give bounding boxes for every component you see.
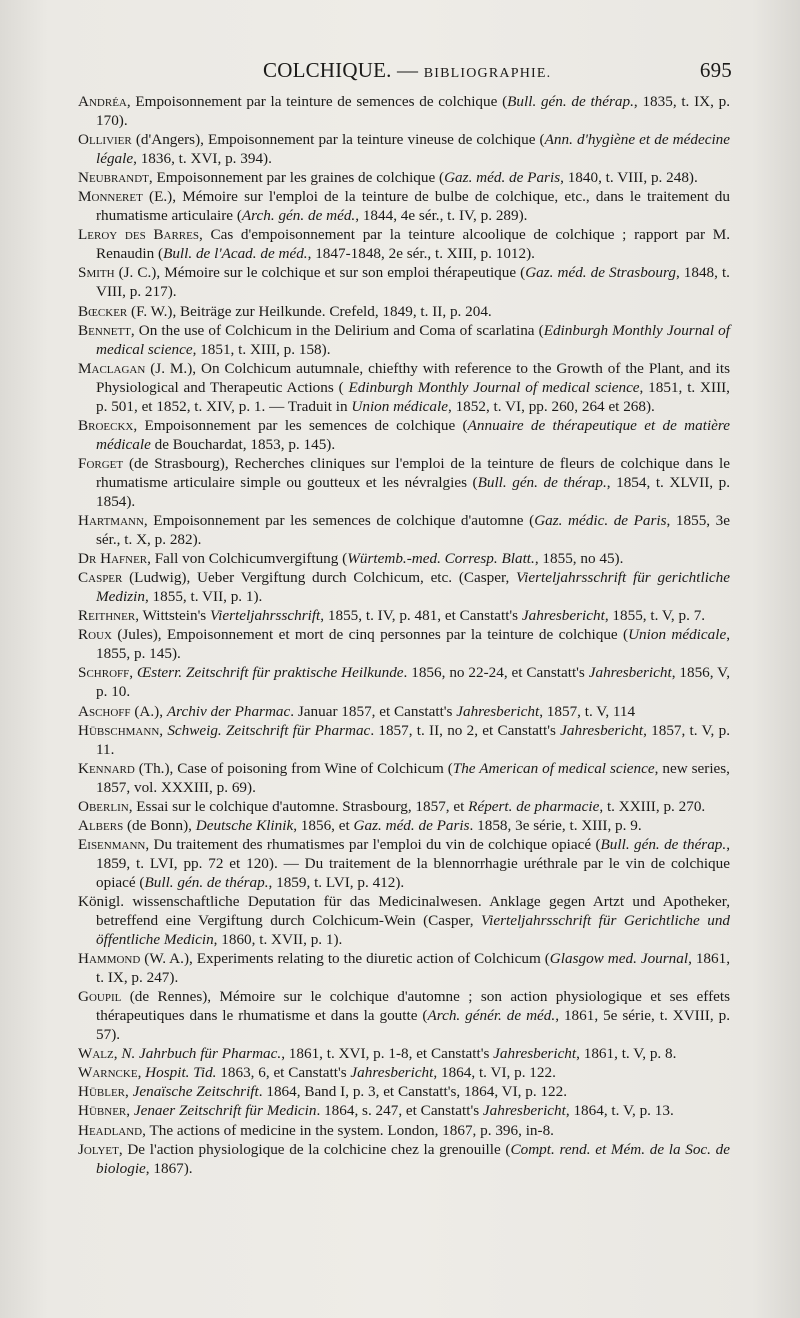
entry-text: (W. A.), Experiments relating to the diuretic action of Colchicum ( (140, 950, 550, 968)
entry-author: Headland (78, 1121, 143, 1139)
entry-text: , 1835, t. IX, p. 170). (96, 93, 730, 130)
entry-text: , Empoisonnement par la teinture de semences de colchique ( (126, 93, 508, 110)
entry-text: (Th.), Case of poisoning from Wine of Colchicum ( (134, 759, 453, 777)
entry-source-title: Jahresbericht (350, 1064, 434, 1082)
entry-text: , The actions of medicine in the system. London, 1867, p. 396, in-8. (142, 1121, 554, 1139)
entry-text: , 1855, no 45). (534, 550, 624, 568)
bibliography-entry (78, 1101, 730, 1120)
entry-text: (J. C.), Mémoire sur le colchique et sur son emploi thérapeutique ( (114, 264, 526, 282)
entry-source-title: Edinburgh Monthly Journal of medical science (96, 321, 730, 358)
entry-text: , new series, 1857, vol. XXXIII, p. 69). (96, 759, 730, 796)
entry-text: , (113, 1045, 122, 1063)
entry-text: , 1840, t. VIII, p. 248). (560, 169, 698, 187)
page-title (263, 58, 551, 83)
entry-author: Hübschmann (78, 721, 160, 739)
entry-text: , t. XXIII, p. 270. (599, 797, 706, 815)
header-title: COLCHIQUE. (263, 58, 392, 82)
entry-source-title: Bull. gén. de thérap. (507, 93, 634, 110)
entry-source-title: Jahresbericht (456, 702, 540, 720)
entry-text: . 1858, 3e série, t. XIII, p. 9. (469, 816, 642, 834)
entry-source-title: The American of medical science (452, 759, 655, 777)
entry-source-title: Arch. gén. de méd. (241, 207, 356, 225)
entry-source-title: Arch. génér. de méd. (427, 1007, 556, 1025)
entry-text: , 1857, t. V, p. 11. (96, 721, 730, 758)
entry-author: Jolyet (78, 1140, 119, 1158)
entry-text: (Ludwig), Ueber Vergiftung durch Colchicum, etc. (Casper, (122, 569, 516, 587)
bibliography-entry (78, 92, 730, 130)
entry-author: Hammond (78, 950, 141, 968)
entry-text: , 1847-1848, 2e sér., t. XIII, p. 1012). (307, 245, 535, 263)
bibliography-entry (78, 168, 730, 187)
entry-author: Walz (78, 1045, 114, 1063)
entry-author: Ollivier (78, 131, 132, 149)
bibliography-entry (78, 130, 730, 168)
entry-text: , 1852, t. VI, pp. 260, 264 et 268). (447, 397, 655, 415)
entry-source-title: Archiv der Pharmac (166, 702, 291, 720)
entry-author: Leroy des Barres (78, 226, 199, 244)
entry-author: Maclagan (78, 359, 146, 377)
entry-author: Dr Hafner (78, 550, 148, 568)
entry-author: Forget (78, 454, 124, 472)
bibliography-entry (78, 263, 730, 301)
entry-source-title: Würtemb.-med. Corresp. Blatt. (347, 550, 535, 568)
bibliography-entry (78, 816, 730, 835)
entry-author: Warncke (78, 1064, 138, 1082)
entry-source-title: Ann. d'hygiène et de médecine légale (96, 131, 730, 168)
entry-text: , 1859, t. LVI, pp. 72 et 120). — Du traitement de la blennorrhagie uréthrale par le vin de colchique opiacé ( (96, 835, 730, 891)
entry-text: (F. W.), Beiträge zur Heilkunde. Crefeld, 1849, t. II, p. 204. (127, 302, 492, 320)
entry-text: , 1855, p. 145). (96, 626, 730, 663)
entry-source-title: Jenaer Zeitschrift für Medicin (133, 1102, 317, 1120)
entry-author: Schroff (78, 664, 130, 682)
bibliography-entry (78, 511, 730, 549)
entry-source-title: Compt. rend. et Mém. de la Soc. de biologie (96, 1140, 730, 1177)
entry-source-title: Jahresbericht (588, 664, 672, 682)
entry-text: , 1851, t. XIII, p. 158). (192, 340, 331, 358)
entry-text: , (159, 721, 168, 739)
entry-source-title: Union médicale (351, 397, 448, 415)
entry-text: , Du traitement des rhumatismes par l'emploi du vin de colchique opiacé ( (145, 835, 601, 853)
entry-text: , 1855, 3e sér., t. X, p. 282). (96, 512, 731, 549)
entry-source-title: Annuaire de thérapeutique et de matière médicale (96, 416, 730, 453)
header-separator: — (391, 58, 424, 82)
entry-author: Eisenmann (78, 835, 146, 853)
entry-author: Broeckx (78, 416, 134, 434)
entry-source-title: Gaz. méd. de Strasbourg (525, 264, 676, 282)
entry-source-title: Jahresbericht (482, 1102, 566, 1120)
entry-source-title: Vierteljahrsschrift (210, 607, 321, 625)
entry-text: , Wittstein's (135, 607, 211, 625)
entry-text: , Essai sur le colchique d'automne. Strasbourg, 1857, et (128, 797, 469, 815)
entry-text: (de Bonn), (123, 816, 196, 834)
entry-source-title: Jahresbericht (493, 1045, 577, 1063)
entry-text: , 1854, t. XLVII, p. 1854). (96, 473, 731, 510)
entry-text: (de Strasbourg), Recherches cliniques sur l'emploi de la teinture de fleurs de colchique dans le rhumatisme articulaire simple ou goutteux et les névralgies ( (96, 454, 730, 491)
entry-source-title: Vierteljahrsschrift für Gerichtliche und öffentliche Medicin (96, 912, 731, 949)
entry-text: . 1857, t. II, no 2, et Canstatt's (370, 721, 561, 739)
entry-text: , 1836, t. XVI, p. 394). (133, 150, 272, 168)
entry-text: , 1848, t. VIII, p. 217). (96, 264, 730, 301)
entry-source-title: Répert. de pharmacie (468, 797, 600, 815)
bibliography-entry (78, 663, 730, 701)
entry-text: (A.), (130, 702, 167, 720)
entry-author: Casper (78, 569, 123, 587)
entry-text: , 1864, t. VI, p. 122. (433, 1064, 556, 1082)
bibliography-entry (78, 1082, 730, 1101)
entry-text: , 1859, t. LVI, p. 412). (268, 873, 405, 891)
entry-text: . 1864, s. 247, et Canstatt's (316, 1102, 483, 1120)
entry-author: Oberlin (78, 797, 129, 815)
entry-text: , 1844, 4e sér., t. IV, p. 289). (355, 207, 528, 225)
entry-text: . 1864, Band I, p. 3, et Canstatt's, 1864, VI, p. 122. (258, 1083, 568, 1101)
entry-text: (J. M.), On Colchicum autumnale, chiefthy with reference to the Growth of the Plant, and its Physiological and Therapeutic Actions ( (96, 359, 730, 396)
entry-text: , 1861, t. XVI, p. 1-8, et Canstatt's (281, 1045, 494, 1063)
bibliography-entry (78, 606, 730, 625)
entry-text: , 1861, 5e série, t. XVIII, p. 57). (96, 1007, 730, 1044)
entry-author: Smith (78, 264, 115, 282)
entry-source-title: Bull. gén. de thérap. (477, 473, 607, 491)
entry-text: , 1857, t. V, 114 (539, 702, 636, 720)
entry-text: , (126, 1102, 134, 1120)
entry-source-title: Gaz. méd. de Paris (444, 169, 561, 187)
entry-text: , 1855, t. V, p. 7. (604, 607, 706, 625)
entry-author: Aschoff (78, 702, 131, 720)
entry-source-title: Bull. gén. de thérap. (600, 835, 727, 853)
entry-text: , Empoisonnement par les semences de colchique d'automne ( (143, 512, 535, 530)
entry-source-title: Jahresbericht (521, 607, 605, 625)
entry-author: Reithner (78, 607, 136, 625)
entry-source-title: Edinburgh Monthly Journal of medical science (348, 378, 640, 396)
bibliography-entry (78, 416, 730, 454)
entry-text: , 1855, t. VII, p. 1). (144, 588, 263, 606)
entry-text: , 1851, t. XIII, p. 501, et 1852, t. XIV, p. 1. — Traduit in (96, 378, 730, 415)
entry-text: , 1864, t. V, p. 13. (565, 1102, 674, 1120)
bibliography-entry (78, 625, 730, 663)
entry-text: , 1855, t. IV, p. 481, et Canstatt's (320, 607, 522, 625)
entry-author: Monneret (78, 188, 143, 206)
entry-text: . Januar 1857, et Canstatt's (290, 702, 457, 720)
bibliography-entry (78, 949, 730, 987)
entry-source-title: Jahresbericht (560, 721, 644, 739)
entry-source-title: N. Jahrbuch für Pharmac. (121, 1045, 282, 1063)
bibliography-entry (78, 1063, 730, 1082)
entry-author: Kennard (78, 759, 135, 777)
entry-text: , Fall von Colchicumvergiftung ( (147, 550, 348, 568)
bibliography-entry (78, 835, 730, 892)
entry-text: , (137, 1064, 146, 1082)
entry-author: Andréa (78, 93, 127, 110)
entry-text: , On the use of Colchicum in the Delirium and Coma of scarlatina ( (130, 321, 544, 339)
entry-text: , De l'action physiologique de la colchicine chez la grenouille ( (118, 1140, 511, 1158)
entry-source-title: Glasgow med. Journal (549, 950, 689, 968)
entry-text: , 1856, V, p. 10. (96, 664, 730, 701)
entry-author: Hübler (78, 1083, 126, 1101)
entry-text: Königl. wissenschaftliche Deputation für das Medicinalwesen. Anklage gegen Artzt und Apotheker, betreffend eine Vergiftung durch Colchicum-Wein (Casper, (78, 892, 730, 930)
entry-source-title: Schweig. Zeitschrift für Pharmac (167, 721, 371, 739)
bibliography-entry (78, 987, 730, 1044)
entry-text: , (129, 664, 137, 682)
entry-text: . 1856, no 22-24, et Canstatt's (403, 664, 589, 682)
entry-text: , Empoisonnement par les semences de colchique ( (133, 416, 468, 434)
bibliography-entry (78, 302, 730, 321)
bibliography-entry (78, 549, 730, 568)
entry-text: 1863, 6, et Canstatt's (216, 1064, 351, 1082)
entry-source-title: Gaz. méd. de Paris (353, 816, 470, 834)
header-subtitle: BIBLIOGRAPHIE. (423, 66, 552, 81)
entry-source-title: Gaz. médic. de Paris (534, 512, 667, 530)
entry-text: (de Rennes), Mémoire sur le colchique d'automne ; son action physiologique et ses effets thérapeutiques dans le rhumatisme et dans la goutte ( (96, 988, 730, 1025)
entry-source-title: Hospit. Tid. (145, 1064, 217, 1082)
entry-source-title: Union médicale (628, 626, 727, 644)
bibliography-list (78, 92, 730, 1178)
entry-text: , 1861, t. IX, p. 247). (96, 950, 731, 987)
entry-text: , 1860, t. XVII, p. 1). (213, 931, 343, 949)
entry-text: , (125, 1083, 133, 1101)
bibliography-entry (78, 454, 730, 511)
entry-author: Bennett (78, 321, 131, 339)
bibliography-entry (78, 225, 730, 263)
entry-source-title: Vierteljahrsschrift für gerichtliche Medizin (96, 569, 731, 606)
page-number: 695 (699, 58, 732, 82)
entry-author: Albers (78, 816, 124, 834)
entry-text: (d'Angers), Empoisonnement par la teinture vineuse de colchique ( (131, 131, 545, 149)
bibliography-entry (78, 892, 730, 949)
bibliography-entry (78, 359, 730, 416)
entry-source-title: Œsterr. Zeitschrift für praktische Heilkunde (136, 664, 404, 682)
entry-source-title: Deutsche Klinik (195, 816, 294, 834)
entry-source-title: Bull. de l'Acad. de méd. (163, 245, 308, 263)
entry-source-title: Bull. gén. de thérap. (144, 873, 269, 891)
entry-text: , Empoisonnement par les graines de colchique ( (148, 169, 445, 187)
entry-author: Goupil (78, 988, 122, 1006)
entry-author: Bœcker (78, 302, 128, 320)
bibliography-entry (78, 1140, 730, 1178)
bibliography-entry (78, 759, 730, 797)
entry-text: , 1861, t. V, p. 8. (576, 1045, 677, 1063)
bibliography-entry (78, 568, 730, 606)
entry-text: de Bouchardat, 1853, p. 145). (150, 435, 336, 453)
entry-text: , 1856, et (293, 816, 354, 834)
running-header (78, 54, 730, 88)
entry-source-title: Jenaïsche Zeitschrift (132, 1083, 259, 1101)
entry-text: , Cas d'empoisonnement par la teinture alcoolique de colchique ; rapport par M. Renaudin ( (96, 226, 730, 263)
entry-author: Roux (78, 626, 112, 644)
bibliography-entry (78, 1121, 730, 1140)
bibliography-entry (78, 797, 730, 816)
bibliography-entry (78, 702, 730, 721)
bibliography-entry (78, 1044, 730, 1063)
entry-author: Hübner (78, 1102, 127, 1120)
entry-text: (Jules), Empoisonnement et mort de cinq personnes par la teinture de colchique ( (111, 626, 629, 644)
bibliography-entry (78, 187, 730, 225)
bibliography-entry (78, 721, 730, 759)
bibliography-entry (78, 321, 730, 359)
entry-author: Hartmann (78, 512, 144, 530)
entry-author: Neubrandt (78, 169, 149, 187)
entry-text: , 1867). (145, 1159, 193, 1177)
entry-text: (E.), Mémoire sur l'emploi de la teinture de bulbe de colchique, etc., dans le traitement du rhumatisme articulaire ( (96, 188, 730, 225)
